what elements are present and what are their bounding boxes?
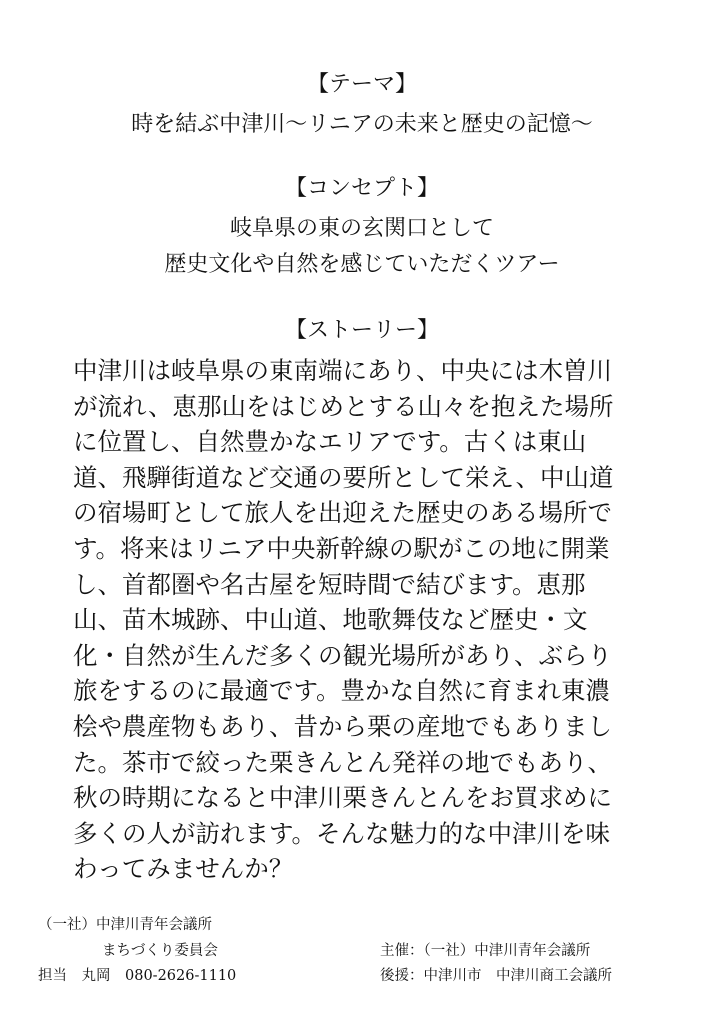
concept-heading: 【コンセプト】 [284,176,439,201]
theme-heading: 【テーマ】 [306,72,417,97]
story-line: の宿場町として旅人を出迎えた歴史のある場所で [73,498,612,528]
footer-organizer: 主催：（一社）中津川青年会議所 [380,943,591,959]
story-heading: 【ストーリー】 [284,318,439,343]
story-line: が流れ、恵那山をはじめとする山々を抱えた場所 [73,391,614,421]
story-line: に位置し、自然豊かなエリアです。古くは東山 [73,427,587,457]
concept-line-1: 岐阜県の東の玄関口として [229,216,494,241]
footer-support: 後援：中津川市 中津川商工会議所 [380,968,612,984]
theme-title: 時を結ぶ中津川～リニアの未来と歴史の記憶～ [131,112,593,137]
story-line: 桧や農産物もあり、昔から栗の産地でもありまし [73,711,612,741]
story-line: 化・自然が生んだ多くの観光場所があり、ぶらり [73,640,612,670]
story-text [73,353,663,887]
story-line: 道、飛騨街道など交通の要所として栄え、中山道 [73,462,614,492]
concept-line-2: 歴史文化や自然を感じていただくツアー [164,252,560,277]
story-line: 旅をするのに最適です。豊かな自然に育まれ東濃 [73,676,611,706]
footer-contact: 担当 丸岡 080-2626-1110 [38,968,237,984]
story-line: わってみませんか？ [73,854,294,884]
footer-committee: まちづくり委員会 [102,943,218,959]
story-line: 中津川は岐阜県の東南端にあり、中央には木曽川 [73,356,612,385]
story-line: た。茶市で絞った栗きんとん発祥の地でもあり、 [73,747,612,777]
story-line: 秋の時期になると中津川栗きんとんをお買求めに [73,783,612,813]
story-line: し、首都圏や名古屋を短時間で結びます。恵那 [73,569,586,599]
story-line: す。将来はリニア中央新幹線の駅がこの地に開業 [73,533,610,563]
footer-org: （一社）中津川青年会議所 [38,917,212,933]
story-line: 多くの人が訪れます。そんな魅力的な中津川を味 [73,818,611,848]
story-line: 山、苗木城跡、中山道、地歌舞伎など歴史・文 [73,605,588,635]
